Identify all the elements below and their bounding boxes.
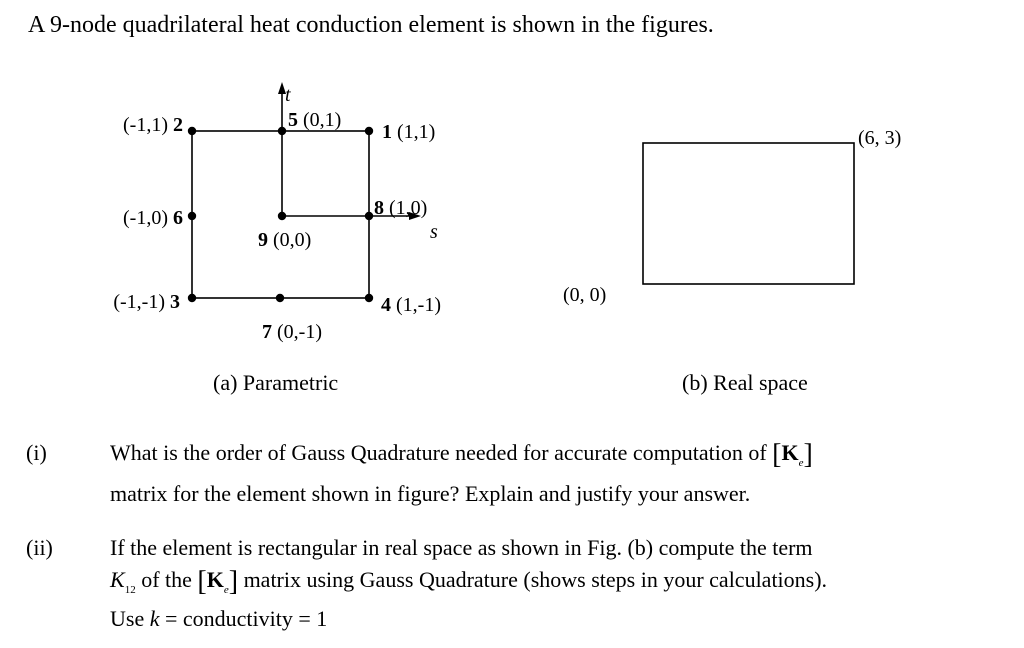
node-7-dot xyxy=(276,294,284,302)
node-2-label: (-1,1) 2 xyxy=(123,114,183,136)
corner-bottom-left-label: (0, 0) xyxy=(563,284,607,306)
node-9-dot xyxy=(278,212,286,220)
node-1-label: 1 (1,1) xyxy=(382,121,436,143)
caption-real-space: (b) Real space xyxy=(682,370,808,395)
question-1-line-1: What is the order of Gauss Quadrature needed for accurate computation of $[K_e]$ xyxy=(110,439,813,470)
node-3-dot xyxy=(188,294,196,302)
t-axis-label: t xyxy=(285,84,291,106)
node-4-label: 4 (1,-1) xyxy=(381,294,441,316)
node-2-dot xyxy=(188,127,196,135)
node-7-label: 7 (0,-1) xyxy=(262,321,322,343)
node-8-dot xyxy=(365,212,373,220)
node-1-dot xyxy=(365,127,373,135)
question-2-line-1: If the element is rectangular in real space as shown in Fig. (b) compute the term xyxy=(110,535,813,560)
node-4-dot xyxy=(365,294,373,302)
problem-intro: A 9-node quadrilateral heat conduction element is shown in the figures. xyxy=(28,12,714,38)
node-5-label: 5 (0,1) xyxy=(288,109,342,131)
question-2-line-2: $K_{12}$ of the $[K_e]$ matrix using Gauss Quadrature (shows steps in your calculations). xyxy=(110,566,828,597)
node-6-dot xyxy=(188,212,196,220)
node-6-label: (-1,0) 6 xyxy=(123,207,183,229)
caption-parametric: (a) Parametric xyxy=(213,370,339,395)
corner-top-right-label: (6, 3) xyxy=(858,127,902,149)
matrix-symbol: K xyxy=(781,440,799,465)
question-1-line-2: matrix for the element shown in figure? Explain and justify your answer. xyxy=(110,481,751,506)
node-8-label: 8 (1,0) xyxy=(374,197,428,219)
matrix-symbol: K xyxy=(206,567,224,592)
question-2-line-3: Use k = conductivity = 1 xyxy=(110,606,328,631)
node-5-dot xyxy=(278,127,286,135)
node-dots xyxy=(188,127,373,302)
real-space-rectangle xyxy=(643,143,854,284)
node-3-label: (-1,-1) 3 xyxy=(113,291,180,313)
term-symbol: K xyxy=(110,567,125,592)
node-9-label: 9 (0,0) xyxy=(258,229,312,251)
question-2-number: (ii) xyxy=(26,535,53,560)
s-axis-label: s xyxy=(430,221,438,243)
question-1-number: (i) xyxy=(26,440,47,465)
